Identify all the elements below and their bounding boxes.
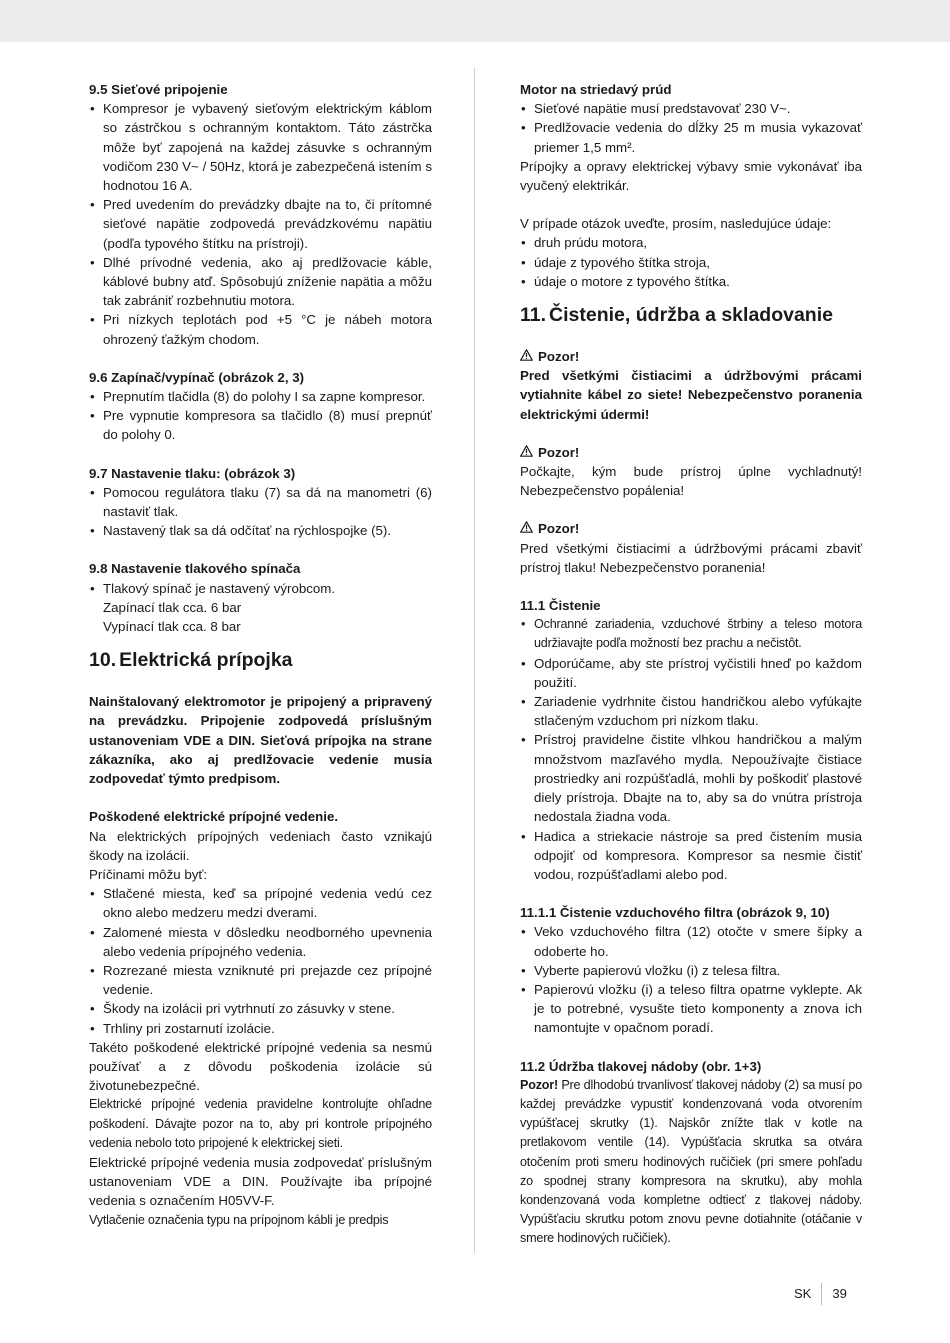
page-footer — [794, 1283, 847, 1305]
list-item: • Nastavený tlak sa dá odčítať na rýchlospojke (5). — [89, 521, 432, 540]
section-heading: 9.7 Nastavenie tlaku: (obrázok 3) — [89, 465, 296, 481]
list-item: • Zariadenie vydrhnite čistou handričkou alebo vyfúkajte stlačeným vzduchom pri nízkom tlaku. — [520, 692, 862, 730]
paragraph: Na elektrických prípojných vedeniach často vznikajú škody na izolácii. — [89, 828, 432, 863]
list-item: • druh prúdu motora, — [520, 233, 862, 252]
paragraph: Elektrické prípojné vedenia musia zodpovedať príslušným ustanoveniam VDE a DIN. Používajte iba prípojné vedenia s označením H05VV-F. — [89, 1154, 432, 1209]
bullet-list — [89, 483, 432, 541]
chapter-number: 10. — [89, 649, 117, 672]
bullet-list — [520, 99, 862, 157]
list-item: • Hadica a striekacie nástroje sa pred čistením musia odpojiť od kompresora. Kompresor sa nesmie čistiť vodou, rozpúšťadlami alebo pod. — [520, 827, 862, 885]
chapter-heading-10 — [89, 648, 432, 672]
section-heading: 9.6 Zapínač/vypínač (obrázok 2, 3) — [89, 369, 305, 385]
list-item: • Stlačené miesta, keď sa prípojné vedenia vedú cez okno alebo medzeru medzi dverami. — [89, 884, 432, 922]
list-item: • Pri nízkych teplotách pod +5 °C je nábeh motora ohrozený ťažkým chodom. — [89, 310, 432, 348]
warning-block — [520, 519, 862, 577]
list-item: • Pomocou regulátora tlaku (7) sa dá na manometri (6) nastaviť tlak. — [89, 483, 432, 521]
section-heading: 11.1.1 Čistenie vzduchového filtra (obrázok 9, 10) — [520, 905, 830, 921]
warning-block — [520, 443, 862, 501]
intro-paragraph: Nainštalovaný elektromotor je pripojený a pripravený na prevádzku. Pripojenie zodpovedá príslušným ustanoveniam VDE a DIN. Sieťová prípojka na strane zákazníka, ako aj predlžovacie vedenie musia zodpovedať týmto predpisom. — [89, 694, 432, 787]
section-9-5 — [89, 80, 432, 349]
list-item: • Kompresor je vybavený sieťovým elektrickým káblom so zástrčkou s ochranným kontaktom. Táto zástrčka môže byť zapojená na každej zásuvke s ochranným vodičom 230 V~ / 50Hz, ktorá je zabezpečená istením s hodnotou 16 A. — [89, 99, 432, 195]
chapter-title: Čistenie, údržba a skladovanie — [549, 304, 833, 327]
paragraph: Vytlačenie označenia typu na prípojnom kábli je predpis — [89, 1212, 389, 1227]
section-heading: Motor na striedavý prúd — [520, 82, 672, 97]
list-item: • Pred uvedením do prevádzky dbajte na to, či prítomné sieťové napätie zodpovedá prevádzkovému napätiu (podľa typového štítku na prístroji). — [89, 195, 432, 253]
list-item: • Papierovú vložku (i) a teleso filtra opatrne vyklepte. Ak je to potrebné, vysušte tieto komponenty a znova ich namontujte v opačnom poradí. — [520, 980, 862, 1038]
list-item: • Prepnutím tlačidla (8) do polohy I sa zapne kompresor. — [89, 387, 432, 406]
list-item: • údaje z typového štítka stroja, — [520, 253, 862, 272]
list-item: • Vyberte papierovú vložku (i) z telesa filtra. — [520, 961, 862, 980]
paragraph: Príčinami môžu byť: — [89, 866, 208, 882]
paragraph — [520, 1076, 862, 1249]
switch-on-pressure: Zapínací tlak cca. 6 bar — [103, 599, 242, 615]
bullet-list — [89, 99, 432, 349]
list-item: • Ochranné zariadenia, vzduchové štrbiny a teleso motora udržiavajte podľa možností bez prachu a nečistôt. — [520, 615, 862, 653]
section-motor — [520, 80, 862, 195]
paragraph: Elektrické prípojné vedenia pravidelne kontrolujte ohľadne poškodení. Dávajte pozor na to, aby pri kontrole prípojného vedenia nebolo toto pripojené k elektrickej sieti. — [89, 1097, 432, 1150]
right-column — [520, 80, 862, 1249]
section-heading: 11.1 Čistenie — [520, 598, 601, 614]
list-item: • Rozrezané miesta vzniknuté pri prejazde cez prípojné vedenie. — [89, 961, 432, 999]
attention-label: Pozor! — [520, 1077, 558, 1092]
section-9-8 — [89, 559, 432, 636]
bullet-list — [520, 233, 862, 291]
section-11-2 — [520, 1057, 862, 1249]
bullet-list — [89, 884, 432, 1038]
section-11-1 — [520, 596, 862, 884]
section-9-7 — [89, 464, 432, 541]
section-11-1-1 — [520, 903, 862, 1037]
bullet-list — [520, 615, 862, 884]
list-item: • Prístroj pravidelne čistite vlhkou handričkou a malým množstvom mazľavého mydla. Nepoužívajte čistiace prostriedky ani rozpúšťadlá, mohli by poškodiť plastové diely prístroja. Dbajte na to, aby sa do vnútra prístroja nedostala žiadna voda. — [520, 730, 862, 826]
bullet-list — [89, 387, 432, 445]
warning-triangle-icon — [520, 519, 533, 538]
warning-title: Pozor! — [538, 521, 580, 537]
section-heading: 9.8 Nastavenie tlakového spínača — [89, 561, 301, 577]
paragraph: V prípade otázok uveďte, prosím, nasledujúce údaje: — [520, 216, 832, 232]
warning-title: Pozor! — [538, 444, 580, 460]
warning-title: Pozor! — [538, 349, 580, 365]
switch-off-pressure: Vypínací tlak cca. 8 bar — [103, 619, 241, 635]
list-item: • Dlhé prívodné vedenia, ako aj predlžovacie káble, káblové bubny atď. Spôsobujú zníženie napätia a môžu tak zabrániť rozbehnutiu motora. — [89, 253, 432, 311]
list-item: • Predlžovacie vedenia do dĺžky 25 m musia vykazovať priemer 1,5 mm². — [520, 118, 862, 156]
section-heading: 11.2 Údržba tlakovej nádoby (obr. 1+3) — [520, 1058, 762, 1074]
chapter-title: Elektrická prípojka — [119, 649, 293, 672]
paragraph: Prípojky a opravy elektrickej výbavy smie vykonávať iba vyučený elektrikár. — [520, 158, 862, 194]
language-code: SK — [794, 1286, 812, 1302]
list-item: • Trhliny pri zostarnutí izolácie. — [89, 1019, 432, 1038]
section-heading: 9.5 Sieťové pripojenie — [89, 82, 228, 97]
paragraph: Takéto poškodené elektrické prípojné vedenia sa nesmú používať a z dôvodu poškodenia izolácie sú životunebezpečné. — [89, 1039, 432, 1094]
page-number: 39 — [832, 1286, 847, 1302]
list-item: • Sieťové napätie musí predstavovať 230 V~. — [520, 99, 862, 118]
warning-triangle-icon — [520, 347, 533, 366]
warning-block — [520, 347, 862, 424]
section-questions — [520, 214, 862, 291]
list-item: • údaje o motore z typového štítka. — [520, 272, 862, 291]
list-item: • Zalomené miesta v dôsledku neodborného upevnenia alebo vedenia prípojného vedenia. — [89, 923, 432, 961]
paragraph-text: Pre dlhodobú trvanlivosť tlakovej nádoby (2) sa musí po každej prevádzke vypustiť kondenzovaná voda otvorením vypúšťacej skrutky (1). Najskôr znížte tlak v kotle na pretlakovom ventile (14). Vypúšťacia skrutka sa otvára otočením proti smeru hodinových ručičiek (pri smere pohľadu zo spodnej strany kompresora na skrutku), aby mohla kondenzovaná voda kompletne odtiecť z tlakovej nádoby. Vypúšťaciu skrutku potom znovu pevne dotiahnite (otáčanie v smere hodinových ručičiek). — [520, 1077, 862, 1246]
footer-separator — [821, 1283, 822, 1305]
chapter-number: 11. — [520, 304, 547, 327]
warning-text: Pred všetkými čistiacimi a údržbovými prácami vytiahnite kábel zo siete! Nebezpečenstvo poranenia elektrickými údermi! — [520, 368, 862, 422]
left-column — [89, 80, 432, 1230]
chapter-heading-11 — [520, 303, 862, 327]
subsection-heading: Poškodené elektrické prípojné vedenie. — [89, 809, 339, 825]
list-item: • Pre vypnutie kompresora sa tlačidlo (8) musí prepnúť do polohy 0. — [89, 406, 432, 444]
warning-text: Počkajte, kým bude prístroj úplne vychladnutý! Nebezpečenstvo popálenia! — [520, 464, 862, 499]
column-divider — [474, 68, 475, 1253]
warning-text: Pred všetkými čistiacimi a údržbovými prácami zbaviť prístroj tlaku! Nebezpečenstvo poranenia! — [520, 540, 862, 575]
list-item: • Veko vzduchového filtra (12) otočte v smere šípky a odoberte ho. — [520, 922, 862, 960]
bullet-list — [89, 579, 432, 598]
list-item: • Tlakový spínač je nastavený výrobcom. — [89, 579, 432, 598]
section-9-6 — [89, 368, 432, 445]
top-band — [0, 0, 950, 42]
warning-triangle-icon — [520, 443, 533, 462]
list-item: • Odporúčame, aby ste prístroj vyčistili hneď po každom použití. — [520, 654, 862, 692]
list-item: • Škody na izolácii pri vytrhnutí zo zásuvky v stene. — [89, 999, 432, 1018]
bullet-list — [520, 922, 862, 1037]
